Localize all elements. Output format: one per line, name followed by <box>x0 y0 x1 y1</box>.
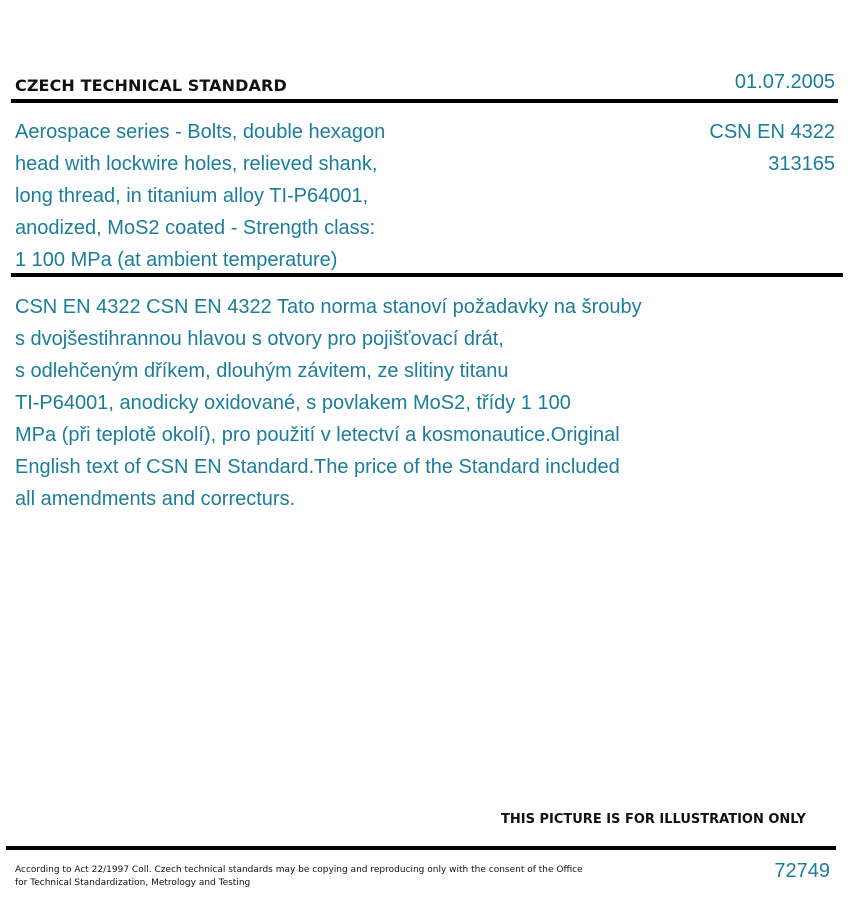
top-divider <box>11 99 838 103</box>
legal-notice-line: for Technical Standardization, Metrology and Testing <box>15 878 251 888</box>
publication-date: 01.07.2005 <box>734 71 835 93</box>
description-line: English text of CSN EN Standard.The price of the Standard included <box>15 456 620 478</box>
standard-title <box>15 116 575 276</box>
title-line: Aerospace series - Bolts, double hexagon <box>15 121 386 143</box>
catalog-number: 313165 <box>768 153 835 175</box>
title-line: head with lockwire holes, relieved shank, <box>15 153 378 175</box>
title-divider <box>11 273 843 277</box>
description-line: MPa (při teplotě okolí), pro použití v letectví a kosmonautice.Original <box>15 424 620 446</box>
standard-number: CSN EN 4322 <box>709 121 835 143</box>
description-line: TI-P64001, anodicky oxidované, s povlakem MoS2, třídy 1 100 <box>15 392 571 414</box>
legal-notice <box>15 864 615 890</box>
legal-notice-line: According to Act 22/1997 Coll. Czech technical standards may be copying and reproducing only with the consent of the Office <box>15 865 583 875</box>
bottom-divider <box>6 846 836 850</box>
illustration-disclaimer: THIS PICTURE IS FOR ILLUSTRATION ONLY <box>501 812 806 827</box>
description-line: CSN EN 4322 CSN EN 4322 Tato norma stanoví požadavky na šrouby <box>15 296 642 318</box>
title-line: 1 100 MPa (at ambient temperature) <box>15 249 338 271</box>
document-type-label: CZECH TECHNICAL STANDARD <box>15 76 287 95</box>
description-line: s dvojšestihrannou hlavou s otvory pro pojišťovací drát, <box>15 328 504 350</box>
standard-description <box>15 291 735 515</box>
document-code: 72749 <box>774 860 830 882</box>
standard-identifiers <box>709 116 835 180</box>
title-line: anodized, MoS2 coated - Strength class: <box>15 217 376 239</box>
title-line: long thread, in titanium alloy TI-P64001, <box>15 185 369 207</box>
description-line: s odlehčeným dříkem, dlouhým závitem, ze slitiny titanu <box>15 360 509 382</box>
description-line: all amendments and correcturs. <box>15 488 296 510</box>
